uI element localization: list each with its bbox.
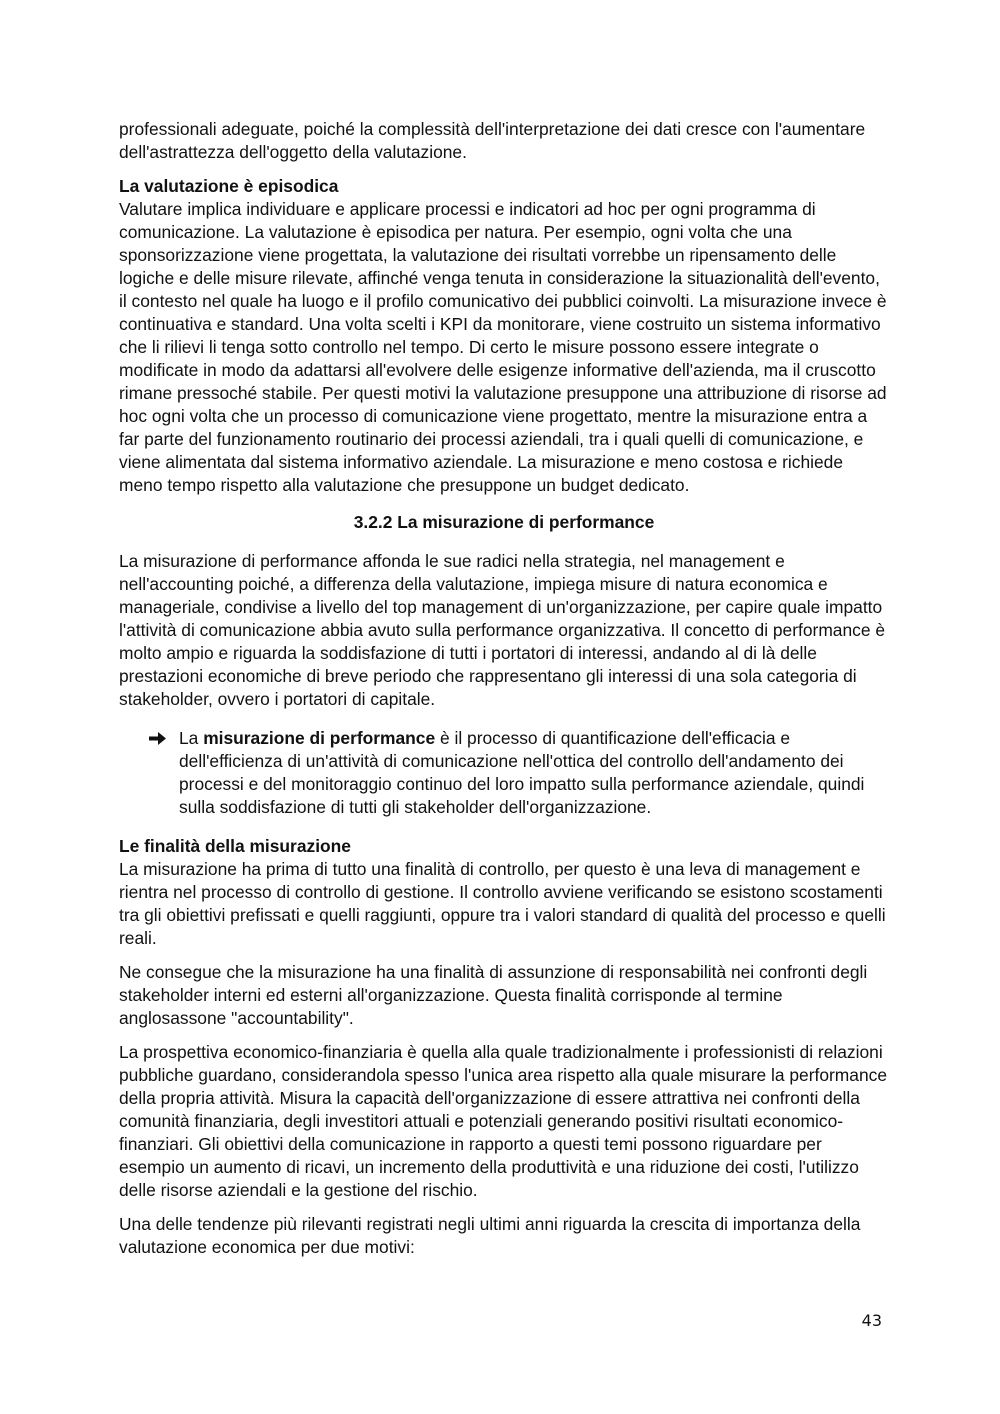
tendenze-paragraph: Una delle tendenze più rilevanti registrati negli ultimi anni riguarda la crescita di importanza della valutazione economica per due motivi:	[119, 1214, 861, 1257]
finalita-text: La misurazione ha prima di tutto una finalità di controllo, per questo è una leva di management e rientra nel processo di controllo di gestione. Il controllo avviene verificando se esistono scostamenti tra gli obiettivi prefissati e quelli raggiunti, oppure tra i valori standard di qualità del processo e quelli reali.	[119, 859, 886, 948]
document-page	[119, 118, 889, 1270]
bullet-prefix: La	[179, 728, 204, 748]
episodica-title: La valutazione è episodica	[119, 176, 339, 196]
prospettiva-paragraph: La prospettiva economico-finanziaria è quella alla quale tradizionalmente i professionisti di relazioni pubbliche guardano, considerandola spesso l'unica area rispetto alla quale misurare la performance della propria attività. Misura la capacità dell'organizzazione di essere attrattiva nei confronti della comunità finanziaria, degli investitori attuali e potenziali generando positivi risultati economico-finanziari. Gli obiettivi della comunicazione in rapporto a questi temi possono riguardare per esempio un aumento di ricavi, un incremento della produttività e una riduzione dei costi, l'utilizzo delle risorse aziendali e la gestione del rischio.	[119, 1042, 888, 1200]
section-heading: 3.2.2 La misurazione di performance	[353, 512, 655, 532]
page-number: 43	[861, 1311, 882, 1330]
finalita-block	[119, 835, 889, 950]
intro-paragraph: professionali adeguate, poiché la complessità dell'interpretazione dei dati cresce con l'aumentare dell'astrattezza dell'oggetto della valutazione.	[119, 119, 866, 162]
bullet-rest: è il processo di quantificazione dell'efficacia e dell'efficienza di un'attività di comunicazione nell'ottica del controllo dell'andamento dei processi e del monitoraggio continuo del loro impatto sulla performance aziendale, quindi sulla soddisfazione di tutti gli stakeholder dell'organizzazione.	[179, 728, 865, 817]
arrow-right-icon	[147, 727, 169, 750]
finalita-title: Le finalità della misurazione	[119, 836, 351, 856]
episodica-text: Valutare implica individuare e applicare processi e indicatori ad hoc per ogni programma di comunicazione. La valutazione è episodica per natura. Per esempio, ogni volta che una sponsorizzazione viene progettata, la valutazione dei risultati vorrebbe un ripensamento delle logiche e delle misure rilevate, affinché venga tenuta in considerazione la situazionalità dell'evento, il contesto nel quale ha luogo e il profilo comunicativo dei pubblici coinvolti. La misurazione invece è continuativa e standard. Una volta scelti i KPI da monitorare, viene costruito un sistema informativo che li rilievi li tenga sotto controllo nel tempo. Di certo le misure possono essere integrate o modificate in modo da adattarsi all'evolvere delle esigenze informative dell'azienda, ma il cruscotto rimane pressoché stabile. Per questi motivi la valutazione presuppone una attribuzione di risorse ad hoc ogni volta che un processo di comunicazione viene progettato, mentre la misurazione entra a far parte del funzionamento routinario dei processi aziendali, tra i quali quelli di comunicazione, e viene alimentata dal sistema informativo aziendale. La misurazione e meno costosa e richiede meno tempo rispetto alla valutazione che presuppone un budget dedicato.	[119, 199, 887, 495]
bullet-bold-term: misurazione di performance	[203, 728, 436, 748]
episodica-block	[119, 175, 889, 497]
accountability-paragraph: Ne consegue che la misurazione ha una finalità di assunzione di responsabilità nei confronti degli stakeholder interni ed esterni all'organizzazione. Questa finalità corrisponde al termine anglosassone "accountability".	[119, 962, 868, 1028]
definition-bullet	[119, 727, 889, 819]
section-paragraph: La misurazione di performance affonda le sue radici nella strategia, nel management e nell'accounting poiché, a differenza della valutazione, impiega misure di natura economica e manageriale, condivise a livello del top management di un'organizzazione, per capire quale impatto l'attività di comunicazione abbia avuto sulla performance organizzativa. Il concetto di performance è molto ampio e riguarda la soddisfazione di tutti i portatori di interessi, andando al di là delle prestazioni economiche di breve periodo che rappresentano gli interessi di una sola categoria di stakeholder, ovvero i portatori di capitale.	[119, 551, 886, 709]
